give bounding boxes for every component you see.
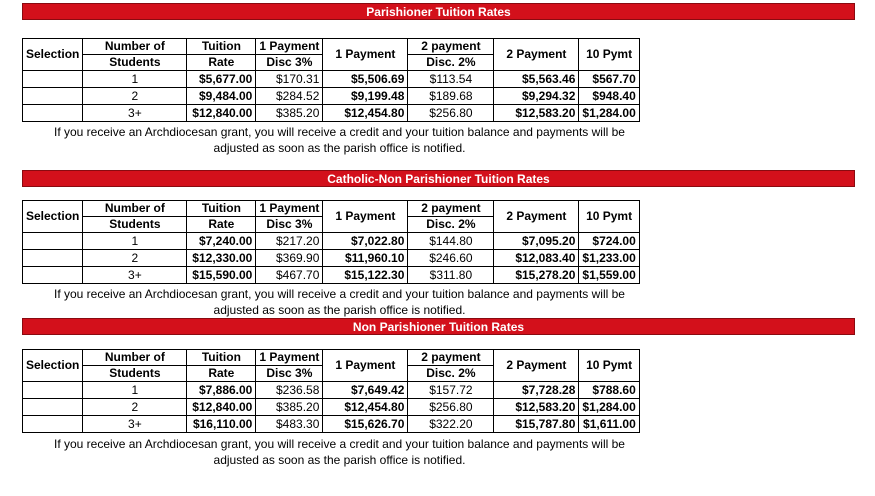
ten-pymt-cell: $788.60 bbox=[579, 382, 639, 399]
tuition-rates-table bbox=[22, 200, 640, 284]
one-payment-header: 1 Payment bbox=[323, 350, 408, 382]
tuition-cell: $12,840.00 bbox=[187, 399, 256, 416]
disc3-header-2: Disc 3% bbox=[256, 217, 323, 233]
disc2-cell: $189.68 bbox=[408, 88, 494, 105]
selection-header: Selection bbox=[23, 350, 83, 382]
two-payment-cell: $15,787.80 bbox=[494, 416, 579, 433]
selection-cell[interactable] bbox=[23, 416, 83, 433]
students-cell: 1 bbox=[83, 71, 187, 88]
students-cell: 1 bbox=[83, 382, 187, 399]
disc3-cell: $284.52 bbox=[256, 88, 323, 105]
selection-cell[interactable] bbox=[23, 88, 83, 105]
disc2-cell: $144.80 bbox=[408, 233, 494, 250]
disc3-cell: $385.20 bbox=[256, 399, 323, 416]
tuition-cell: $5,677.00 bbox=[187, 71, 256, 88]
one-payment-cell: $7,022.80 bbox=[323, 233, 408, 250]
table-header-row bbox=[23, 201, 640, 217]
tuition-cell: $15,590.00 bbox=[187, 267, 256, 284]
grant-note-line1: If you receive an Archdiocesan grant, you will receive a credit and your tuition balance and payments will be bbox=[54, 437, 625, 451]
ten-pymt-cell: $567.70 bbox=[579, 71, 639, 88]
ten-pymt-cell: $1,233.00 bbox=[579, 250, 639, 267]
table-row bbox=[23, 416, 640, 433]
table-row bbox=[23, 105, 640, 122]
two-payment-cell: $7,095.20 bbox=[494, 233, 579, 250]
disc2-cell: $113.54 bbox=[408, 71, 494, 88]
students-cell: 3+ bbox=[83, 416, 187, 433]
students-header: Number of bbox=[83, 201, 187, 217]
tuition-header-2: Rate bbox=[187, 55, 256, 71]
grant-note-line2: adjusted as soon as the parish office is notified. bbox=[213, 453, 466, 467]
students-cell: 2 bbox=[83, 250, 187, 267]
one-payment-cell: $12,454.80 bbox=[323, 399, 408, 416]
two-payment-cell: $15,278.20 bbox=[494, 267, 579, 284]
one-payment-cell: $5,506.69 bbox=[323, 71, 408, 88]
disc2-header: 2 payment bbox=[408, 201, 494, 217]
disc2-cell: $157.72 bbox=[408, 382, 494, 399]
table-row bbox=[23, 250, 640, 267]
disc2-header-2: Disc. 2% bbox=[408, 55, 494, 71]
disc3-cell: $170.31 bbox=[256, 71, 323, 88]
tuition-rates-table bbox=[22, 349, 640, 433]
grant-note bbox=[22, 124, 657, 156]
students-cell: 3+ bbox=[83, 267, 187, 284]
one-payment-cell: $7,649.42 bbox=[323, 382, 408, 399]
table-header-row bbox=[23, 350, 640, 366]
grant-note-line1: If you receive an Archdiocesan grant, you will receive a credit and your tuition balance and payments will be bbox=[54, 125, 625, 139]
selection-cell[interactable] bbox=[23, 250, 83, 267]
disc3-cell: $483.30 bbox=[256, 416, 323, 433]
table-row bbox=[23, 399, 640, 416]
two-payment-header: 2 Payment bbox=[494, 39, 579, 71]
grant-note-line2: adjusted as soon as the parish office is notified. bbox=[213, 141, 466, 155]
tuition-cell: $16,110.00 bbox=[187, 416, 256, 433]
grant-note bbox=[22, 436, 657, 468]
disc2-header: 2 payment bbox=[408, 350, 494, 366]
students-cell: 2 bbox=[83, 88, 187, 105]
disc2-cell: $256.80 bbox=[408, 399, 494, 416]
one-payment-header: 1 Payment bbox=[323, 201, 408, 233]
students-cell: 2 bbox=[83, 399, 187, 416]
table-row bbox=[23, 267, 640, 284]
ten-pymt-cell: $1,284.00 bbox=[579, 399, 639, 416]
selection-cell[interactable] bbox=[23, 105, 83, 122]
table-row bbox=[23, 233, 640, 250]
disc2-cell: $311.80 bbox=[408, 267, 494, 284]
disc3-cell: $369.90 bbox=[256, 250, 323, 267]
one-payment-header: 1 Payment bbox=[323, 39, 408, 71]
students-cell: 1 bbox=[83, 233, 187, 250]
students-header-2: Students bbox=[83, 366, 187, 382]
two-payment-cell: $7,728.28 bbox=[494, 382, 579, 399]
tuition-header: Tuition bbox=[187, 201, 256, 217]
two-payment-header: 2 Payment bbox=[494, 350, 579, 382]
selection-cell[interactable] bbox=[23, 233, 83, 250]
two-payment-cell: $12,083.40 bbox=[494, 250, 579, 267]
students-header: Number of bbox=[83, 350, 187, 366]
selection-header: Selection bbox=[23, 201, 83, 233]
tuition-cell: $9,484.00 bbox=[187, 88, 256, 105]
disc3-cell: $467.70 bbox=[256, 267, 323, 284]
grant-note bbox=[22, 286, 657, 318]
tuition-header-2: Rate bbox=[187, 217, 256, 233]
two-payment-cell: $5,563.46 bbox=[494, 71, 579, 88]
disc2-cell: $256.80 bbox=[408, 105, 494, 122]
table-header-row bbox=[23, 39, 640, 55]
two-payment-cell: $12,583.20 bbox=[494, 105, 579, 122]
one-payment-cell: $15,626.70 bbox=[323, 416, 408, 433]
selection-cell[interactable] bbox=[23, 399, 83, 416]
tuition-header: Tuition bbox=[187, 350, 256, 366]
selection-cell[interactable] bbox=[23, 382, 83, 399]
disc2-cell: $322.20 bbox=[408, 416, 494, 433]
one-payment-cell: $11,960.10 bbox=[323, 250, 408, 267]
ten-pymt-cell: $724.00 bbox=[579, 233, 639, 250]
tuition-cell: $12,330.00 bbox=[187, 250, 256, 267]
ten-pymt-cell: $948.40 bbox=[579, 88, 639, 105]
ten-pymt-header: 10 Pymt bbox=[579, 201, 639, 233]
section-title-banner: Parishioner Tuition Rates bbox=[22, 3, 855, 20]
tuition-header: Tuition bbox=[187, 39, 256, 55]
disc3-header-2: Disc 3% bbox=[256, 55, 323, 71]
selection-cell[interactable] bbox=[23, 71, 83, 88]
students-header-2: Students bbox=[83, 217, 187, 233]
section-title-banner: Non Parishioner Tuition Rates bbox=[22, 318, 855, 335]
ten-pymt-cell: $1,284.00 bbox=[579, 105, 639, 122]
disc3-cell: $236.58 bbox=[256, 382, 323, 399]
tuition-cell: $12,840.00 bbox=[187, 105, 256, 122]
students-header: Number of bbox=[83, 39, 187, 55]
tuition-cell: $7,240.00 bbox=[187, 233, 256, 250]
disc3-cell: $385.20 bbox=[256, 105, 323, 122]
disc2-header-2: Disc. 2% bbox=[408, 366, 494, 382]
students-header-2: Students bbox=[83, 55, 187, 71]
ten-pymt-header: 10 Pymt bbox=[579, 350, 639, 382]
disc2-header-2: Disc. 2% bbox=[408, 217, 494, 233]
section-title-banner: Catholic-Non Parishioner Tuition Rates bbox=[22, 170, 855, 187]
ten-pymt-cell: $1,559.00 bbox=[579, 267, 639, 284]
disc2-cell: $246.60 bbox=[408, 250, 494, 267]
two-payment-cell: $9,294.32 bbox=[494, 88, 579, 105]
one-payment-cell: $9,199.48 bbox=[323, 88, 408, 105]
ten-pymt-header: 10 Pymt bbox=[579, 39, 639, 71]
disc2-header: 2 payment bbox=[408, 39, 494, 55]
disc3-header: 1 Payment bbox=[256, 350, 323, 366]
disc3-header: 1 Payment bbox=[256, 39, 323, 55]
disc3-header: 1 Payment bbox=[256, 201, 323, 217]
disc3-header-2: Disc 3% bbox=[256, 366, 323, 382]
disc3-cell: $217.20 bbox=[256, 233, 323, 250]
grant-note-line1: If you receive an Archdiocesan grant, you will receive a credit and your tuition balance and payments will be bbox=[54, 287, 625, 301]
tuition-header-2: Rate bbox=[187, 366, 256, 382]
table-row bbox=[23, 88, 640, 105]
table-row bbox=[23, 71, 640, 88]
grant-note-line2: adjusted as soon as the parish office is notified. bbox=[213, 303, 466, 317]
tuition-rates-table bbox=[22, 38, 640, 122]
ten-pymt-cell: $1,611.00 bbox=[579, 416, 639, 433]
tuition-cell: $7,886.00 bbox=[187, 382, 256, 399]
selection-cell[interactable] bbox=[23, 267, 83, 284]
two-payment-header: 2 Payment bbox=[494, 201, 579, 233]
selection-header: Selection bbox=[23, 39, 83, 71]
table-row bbox=[23, 382, 640, 399]
two-payment-cell: $12,583.20 bbox=[494, 399, 579, 416]
students-cell: 3+ bbox=[83, 105, 187, 122]
one-payment-cell: $15,122.30 bbox=[323, 267, 408, 284]
one-payment-cell: $12,454.80 bbox=[323, 105, 408, 122]
